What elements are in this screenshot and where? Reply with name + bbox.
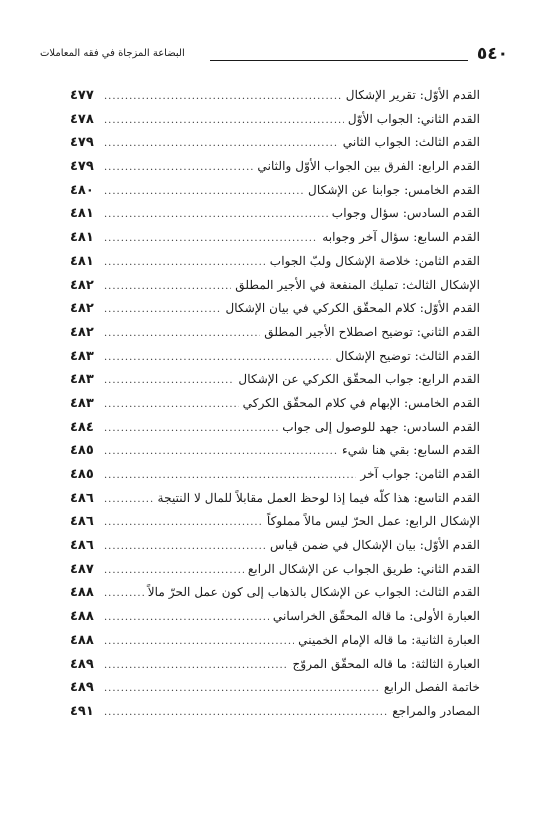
toc-entry [70, 301, 480, 325]
toc-entry-page: ٤٨٦ [70, 514, 94, 530]
toc-entry-page: ٤٨٦ [70, 538, 94, 554]
toc-entry-title: القدم الخامس: الإبهام في كلام المحقّق الكركي [242, 395, 480, 410]
toc-entry-page: ٤٨٨ [70, 609, 94, 625]
toc-entry-title: القدم الأوّل: بيان الإشكال في ضمن قياس [270, 538, 480, 553]
toc-entry-title: القدم الخامس: جوابنا عن الإشكال [308, 182, 480, 197]
dot-leader [104, 470, 356, 481]
toc-entry-title: الإشكال الثالث: تمليك المنفعة في الأجير المطلق [235, 277, 480, 292]
dot-leader [104, 115, 344, 126]
toc-entry-title: القدم الرابع: جواب المحقّق الكركي عن الإشكال [238, 372, 480, 387]
toc-entry-title: القدم الثاني: طريق الجواب عن الإشكال الرابع [247, 561, 480, 576]
toc-entry-page: ٤٨١ [70, 253, 94, 269]
toc-entry-title: القدم الثالث: توضيح الإشكال [335, 348, 480, 363]
toc-entry-page: ٤٨٨ [70, 585, 94, 601]
toc-entry-page: ٤٨١ [70, 206, 94, 222]
dot-leader [104, 138, 339, 149]
toc-entry-page: ٤٧٩ [70, 135, 94, 151]
dot-leader [104, 612, 269, 623]
dot-leader [104, 683, 380, 694]
toc-entry-page: ٤٧٨ [70, 111, 94, 127]
dot-leader [104, 565, 244, 576]
toc-entry [70, 206, 480, 230]
toc-entry-page: ٤٨٨ [70, 632, 94, 648]
dot-leader [104, 162, 253, 173]
toc-entry [70, 585, 480, 609]
toc-entry-page: ٤٨٣ [70, 395, 94, 411]
toc-entry-page: ٤٧٧ [70, 88, 94, 103]
toc-entry-page: ٤٨٣ [70, 348, 94, 364]
toc-entry [70, 159, 480, 183]
toc-entry [70, 420, 480, 444]
toc-entry [70, 278, 480, 302]
dot-leader [104, 588, 144, 599]
header-rule [210, 60, 468, 61]
toc-entry-title: القدم السادس: جهد للوصول إلى جواب [282, 419, 480, 434]
toc-entry [70, 491, 480, 515]
toc-entry-page: ٤٧٩ [70, 159, 94, 175]
toc-entry [70, 680, 480, 704]
toc-entry [70, 230, 480, 254]
dot-leader [104, 352, 331, 363]
toc-entry-title: القدم الثالث: الجواب الثاني [342, 135, 480, 150]
toc-entry-title: القدم الثاني: توضيح اصطلاح الأجير المطلق [264, 324, 480, 339]
page-number: ٥٤٠ [476, 44, 508, 64]
toc-entry-title: القدم السابع: بقي هنا شيء [341, 443, 480, 458]
dot-leader [104, 257, 266, 268]
toc-entry-title: القدم الثامن: جواب آخر [360, 467, 480, 481]
toc-entry-title: العبارة الثالثة: ما قاله المحقّق المروّج [292, 656, 480, 671]
toc-entry-page: ٤٨٥ [70, 467, 94, 482]
toc-entry [70, 562, 480, 586]
toc-entry [70, 443, 480, 467]
dot-leader [104, 517, 263, 528]
dot-leader [104, 399, 239, 410]
toc-entry-page: ٤٨٩ [70, 656, 94, 672]
toc-entry-title: القدم الثالث: الجواب عن الإشكال بالذهاب إلى كون عمل الحرّ مالاً [147, 585, 480, 600]
dot-leader [104, 304, 221, 315]
toc-entry-page: ٤٨١ [70, 230, 94, 246]
toc-entry-title: الإشكال الرابع: عمل الحرّ ليس مالاً مملوكاً [266, 514, 480, 529]
toc-entry [70, 254, 480, 278]
toc-entry [70, 112, 480, 136]
toc-entry [70, 609, 480, 633]
toc-entry-title: القدم التاسع: هذا كلّه فيما إذا لوحظ العمل مقابلاً للمال لا النتيجة [157, 490, 480, 505]
toc-entry-title: القدم الأوّل: كلام المحقّق الكركي في بيان الإشكال [225, 301, 480, 316]
toc-entry-title: القدم الثامن: خلاصة الإشكال ولبّ الجواب [269, 253, 480, 268]
toc-entry [70, 183, 480, 207]
dot-leader [104, 446, 338, 457]
toc-entry-page: ٤٨٥ [70, 443, 94, 459]
toc-entry [70, 396, 480, 420]
dot-leader [104, 186, 304, 197]
toc-entry-page: ٤٨٧ [70, 561, 94, 577]
dot-leader [104, 375, 234, 386]
toc-entry-page: ٤٨٢ [70, 324, 94, 340]
book-title: البضاعة المزجاة في فقه المعاملات [40, 48, 185, 59]
toc-entry-title: خاتمة الفصل الرابع [383, 680, 480, 695]
toc-entry [70, 538, 480, 562]
toc-entry-page: ٤٩١ [70, 703, 94, 719]
toc-entry-page: ٤٨٣ [70, 372, 94, 388]
toc-entry-title: المصادر والمراجع [392, 703, 480, 718]
toc-entry-title: القدم السادس: سؤال وجواب [331, 206, 480, 221]
toc-entry [70, 467, 480, 491]
toc-entry-title: العبارة الأولى: ما قاله المحقّق الخراساني [272, 609, 480, 624]
toc-entry [70, 657, 480, 681]
toc-entry [70, 135, 480, 159]
dot-leader [104, 281, 231, 292]
toc-entry-page: ٤٨٦ [70, 490, 94, 506]
toc-entry [70, 372, 480, 396]
dot-leader [104, 233, 318, 244]
toc-entry [70, 88, 480, 112]
toc-entry [70, 514, 480, 538]
toc-entry-title: العبارة الثانية: ما قاله الإمام الخميني [298, 632, 480, 647]
dot-leader [104, 91, 342, 102]
toc-entry-page: ٤٨٩ [70, 680, 94, 696]
toc-entry-page: ٤٨٢ [70, 277, 94, 293]
toc-entry-title: القدم السابع: سؤال آخر وجوابه [322, 230, 480, 245]
toc-entry-page: ٤٨٠ [70, 182, 94, 198]
toc-entry-title: القدم الرابع: الفرق بين الجواب الأوّل والثاني [257, 159, 480, 174]
dot-leader [104, 636, 294, 647]
dot-leader [104, 328, 260, 339]
toc-entry [70, 349, 480, 373]
toc-entry [70, 633, 480, 657]
dot-leader [104, 494, 154, 505]
dot-leader [104, 423, 278, 434]
dot-leader [104, 541, 266, 552]
dot-leader [104, 209, 328, 220]
toc-entry [70, 704, 480, 728]
toc-entry-title: القدم الأوّل: تقرير الإشكال [345, 88, 480, 102]
toc-entry-title: القدم الثاني: الجواب الأوّل [347, 111, 480, 126]
running-header [40, 44, 508, 66]
table-of-contents [70, 88, 480, 728]
toc-entry-page: ٤٨٢ [70, 301, 94, 317]
toc-entry [70, 325, 480, 349]
dot-leader [104, 660, 288, 671]
dot-leader [104, 707, 388, 718]
toc-entry-page: ٤٨٤ [70, 419, 94, 435]
